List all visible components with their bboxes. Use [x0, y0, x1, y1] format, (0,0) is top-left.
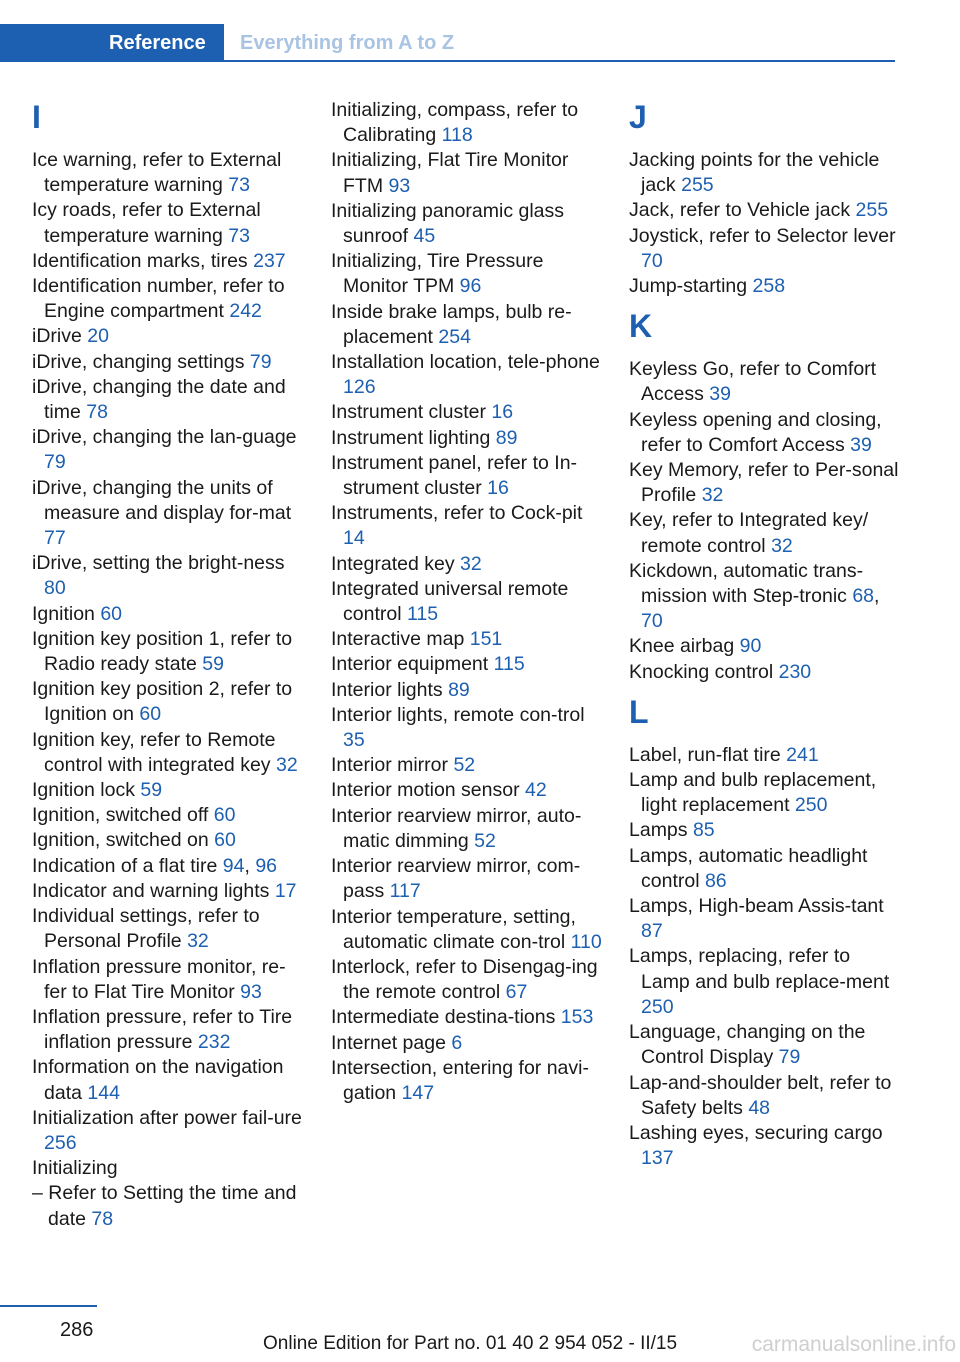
page-ref-link[interactable]: 241	[786, 743, 819, 766]
index-entry-text: Ignition lock	[32, 779, 135, 802]
index-entry-text: Inflation pressure monitor, re‐fer to Flat Tire Monitor	[32, 955, 286, 1003]
page-ref-link[interactable]: 117	[389, 880, 421, 903]
edition-note: Online Edition for Part no. 01 40 2 954 052 - II/15	[263, 1333, 678, 1354]
index-column-1	[32, 98, 307, 1232]
page-ref-link[interactable]: 60	[213, 804, 236, 827]
index-entry-text: Inside brake lamps, bulb re‐placement	[331, 300, 572, 348]
page-ref-link[interactable]: 32	[771, 534, 793, 557]
page-ref-link[interactable]: 32	[187, 930, 209, 953]
index-entry	[32, 198, 307, 248]
index-entry-text: Ignition key position 2, refer to Ignition on	[32, 678, 293, 726]
page-ref-link[interactable]: 39	[709, 383, 731, 406]
index-entry-text: – Refer to Setting the time and date	[32, 1182, 297, 1230]
page-ref-link[interactable]: 256	[44, 1131, 77, 1154]
index-entry	[629, 508, 904, 558]
page-ref-link[interactable]: 144	[87, 1081, 120, 1104]
index-entry-text: Jump-starting	[629, 275, 748, 298]
page-ref-link[interactable]: 96	[459, 275, 482, 298]
index-entry	[629, 274, 904, 299]
index-entry	[32, 350, 307, 375]
index-entry-text: iDrive, changing the lan‐guage	[32, 426, 297, 449]
page-ref-link[interactable]: 80	[44, 577, 66, 600]
page-ref-link[interactable]: 78	[86, 401, 108, 424]
page-ref-link[interactable]: 96	[255, 854, 278, 877]
page-ref-link[interactable]: 242	[229, 300, 262, 323]
index-entry-text: Interior rearview mirror, auto‐matic dimming	[331, 804, 582, 852]
index-entry-text: Ignition	[32, 602, 95, 625]
page-ref-link[interactable]: 93	[388, 174, 411, 197]
page-ref-link[interactable]: 250	[641, 995, 674, 1018]
index-entry	[32, 627, 307, 677]
index-entry	[331, 501, 606, 551]
index-letter-heading: I	[32, 99, 41, 135]
index-entry: Indication of a flat tire 94, 96	[32, 854, 278, 877]
page-ref-link[interactable]: 68	[852, 585, 875, 608]
index-entry-text: iDrive, changing settings	[32, 350, 245, 373]
index-letter-heading: J	[629, 99, 647, 135]
index-entry-text: Initializing, Flat Tire Monitor FTM	[331, 149, 569, 197]
index-entry	[331, 148, 606, 198]
index-entry	[32, 602, 307, 627]
index-entry-text: iDrive, changing the units of measure and display for‐mat	[32, 476, 292, 524]
index-entry-text: Kickdown, automatic trans‐mission with Step‐tronic	[629, 559, 864, 608]
index-entry	[32, 551, 307, 601]
page-ref-link[interactable]: 35	[343, 729, 365, 752]
page-ref-link[interactable]: 232	[197, 1031, 231, 1054]
index-entry-text: Instrument lighting	[331, 426, 491, 449]
page-ref-link[interactable]: 79	[249, 350, 272, 373]
index-entry-text: iDrive, setting the bright‐ness	[32, 552, 285, 575]
page-ref-link[interactable]: 52	[474, 829, 496, 852]
index-entry	[331, 552, 606, 577]
index-entry-text: Initializing panoramic glass sunroof	[331, 199, 565, 248]
index-entry-text: Ignition key position 1, refer to Radio ready state	[32, 627, 293, 676]
index-entry-text: Identification number, refer to Engine compartment	[32, 275, 285, 323]
index-entry-text: Keyless opening and closing, refer to Comfort Access	[629, 408, 882, 456]
index-entry	[629, 844, 904, 894]
index-entry	[331, 1056, 606, 1106]
index-entry-text: Jacking points for the vehicle jack	[629, 149, 880, 197]
index-entry	[32, 274, 307, 324]
index-column-3	[629, 98, 904, 1171]
page-ref-link[interactable]: 153	[560, 1006, 594, 1029]
index-entry	[629, 458, 904, 508]
index-entry	[331, 98, 606, 148]
page-ref-link[interactable]: 14	[343, 527, 365, 550]
index-entry	[331, 451, 606, 501]
index-entry-text: Internet page	[331, 1031, 446, 1054]
index-entry	[331, 678, 606, 703]
page-ref-link[interactable]: 67	[505, 981, 528, 1004]
index-entry-text: Installation location, tele‐phone	[331, 351, 600, 374]
page-ref-link[interactable]: 32	[275, 753, 298, 776]
index-entry-text: Icy roads, refer to External temperature warning	[32, 199, 261, 247]
page-ref-link[interactable]: 90	[739, 635, 762, 658]
page-ref-link[interactable]: 16	[491, 401, 514, 424]
index-entry-text: Interior equipment	[331, 653, 489, 676]
page-ref-link[interactable]: 115	[406, 603, 439, 626]
page-ref-link[interactable]: 60	[139, 703, 162, 726]
index-entry	[32, 904, 307, 954]
page-ref-link[interactable]: 32	[701, 484, 724, 507]
page-ref-link[interactable]: 94	[222, 854, 245, 877]
index-entry	[629, 224, 904, 274]
index-entry-text: iDrive	[32, 325, 82, 348]
index-entry-text: Initializing, Tire Pressure Monitor TPM	[331, 250, 544, 298]
page-ref-link[interactable]: 85	[692, 819, 715, 842]
chapter-title: Everything from A to Z	[240, 32, 455, 54]
index-entry	[629, 148, 904, 198]
index-entry-text: Jack, refer to Vehicle jack	[629, 199, 851, 222]
page-ref-link[interactable]: 110	[570, 930, 602, 953]
page-ref-link[interactable]: 93	[240, 980, 262, 1003]
index-letter-heading: L	[629, 693, 649, 730]
index-entry-text: Ice warning, refer to External temperature warning	[32, 149, 282, 197]
page-ref-link[interactable]: 89	[448, 678, 470, 701]
index-entry-text: Initializing	[32, 1157, 118, 1180]
page-ref-link[interactable]: 237	[253, 249, 286, 272]
index-entry-text: Knocking control	[629, 660, 774, 683]
page-ref-link[interactable]: 89	[495, 426, 518, 449]
index-entry-text: Indication of a flat tire	[32, 854, 218, 877]
index-entry	[331, 249, 606, 299]
index-entry-text: Instruments, refer to Cock‐pit	[331, 502, 583, 525]
index-entry	[32, 1156, 307, 1181]
page-ref-link[interactable]: 86	[704, 869, 727, 892]
index-entry-text: Lap-and-shoulder belt, refer to Safety belts	[629, 1071, 892, 1119]
index-entry-text: Integrated key	[331, 552, 455, 575]
index-entry-text: Identification marks, tires	[32, 249, 248, 272]
index-entry-text: Interlock, refer to Disengag‐ing the remote control	[331, 955, 598, 1004]
page-ref-link[interactable]: 39	[850, 433, 872, 456]
page-ref-link[interactable]: 87	[641, 920, 663, 943]
index-entry-text: Individual settings, refer to Personal Profile	[32, 905, 260, 953]
page-ref-link[interactable]: 115	[493, 653, 525, 676]
index-letter-heading: K	[629, 308, 653, 345]
index-entry: Kickdown, automatic trans‐mission with Step‐tronic 68, 70	[629, 559, 880, 633]
index-entry-text: Ignition key, refer to Remote control with integrated key	[32, 728, 276, 776]
index-entry-text: Lamp and bulb replacement, light replacement	[629, 769, 877, 817]
index-entry-text: Knee airbag	[629, 635, 735, 658]
index-entry	[331, 400, 606, 425]
index-entry	[629, 198, 904, 223]
index-entry	[331, 627, 606, 652]
index-entry	[32, 677, 307, 727]
index-entry-text: Interior mirror	[331, 754, 449, 777]
index-entry	[32, 803, 307, 828]
footer-rule	[0, 1305, 97, 1307]
index-entry-text: Lashing eyes, securing cargo	[629, 1121, 883, 1144]
index-entry-text: Lamps, High-beam Assis‐tant	[629, 895, 884, 918]
index-entry	[32, 778, 307, 803]
page-ref-link[interactable]: 42	[525, 779, 547, 802]
page-ref-link[interactable]: 73	[228, 224, 250, 247]
page-ref-link[interactable]: 52	[453, 754, 476, 777]
index-entry	[629, 408, 904, 458]
index-entry-text: Interior lights, remote con‐trol	[331, 703, 585, 726]
index-column-2	[331, 98, 606, 1106]
index-entry	[629, 634, 904, 659]
page-ref-link[interactable]: 79	[44, 451, 66, 474]
index-entry-text: Lamps, replacing, refer to Lamp and bulb replace‐ment	[629, 945, 890, 993]
index-entry	[32, 879, 307, 904]
index-entry-text: iDrive, changing the date and time	[32, 375, 286, 424]
index-entry	[32, 828, 307, 853]
watermark: carmanualsonline.info	[751, 1333, 956, 1356]
page-ref-link[interactable]: 255	[855, 199, 889, 222]
index-entry-text: Joystick, refer to Selector lever	[629, 224, 896, 247]
index-entry-text: Lamps, automatic headlight control	[629, 844, 868, 892]
index-entry	[32, 1106, 307, 1156]
page-ref-link[interactable]: 118	[441, 124, 473, 147]
page-ref-link[interactable]: 70	[641, 249, 663, 272]
index-entry	[331, 778, 606, 803]
page-ref-link[interactable]: 45	[413, 225, 436, 248]
index-entry-text: Language, changing on the Control Display	[629, 1021, 866, 1069]
index-entry	[331, 1031, 606, 1056]
index-entry-text: Instrument cluster	[331, 401, 486, 424]
page-ref-link[interactable]: 70	[641, 610, 663, 633]
index-entry-text: Initializing, compass, refer to Calibrating	[331, 99, 579, 147]
index-entry	[629, 357, 904, 407]
index-entry	[32, 324, 307, 349]
page-ref-link[interactable]: 20	[87, 325, 109, 348]
index-entry-text: Interior motion sensor	[331, 779, 520, 802]
page-ref-link[interactable]: 77	[44, 527, 66, 550]
index-entry-text: Intersection, entering for navi‐gation	[331, 1056, 589, 1104]
page-ref-link[interactable]: 60	[214, 829, 236, 852]
index-entry-text: Key, refer to Integrated key/ remote control	[629, 509, 869, 557]
index-entry	[629, 1020, 904, 1070]
index-entry	[629, 768, 904, 818]
page-ref-link[interactable]: 126	[343, 376, 376, 399]
index-entry-text: Interior lights	[331, 678, 443, 701]
index-entry-text: Keyless Go, refer to Comfort Access	[629, 358, 877, 406]
index-entry-text: Interactive map	[331, 628, 465, 651]
index-entry	[629, 818, 904, 843]
page-ref-link[interactable]: 147	[401, 1081, 435, 1104]
index-entry-text: Label, run-flat tire	[629, 743, 781, 766]
index-entry	[629, 944, 904, 1020]
index-entry-text: Information on the navigation data	[32, 1056, 284, 1104]
index-entry	[629, 660, 904, 685]
page-ref-link[interactable]: 6	[451, 1031, 463, 1054]
index-entry-text: Interior temperature, setting, automatic climate con‐trol	[331, 905, 576, 953]
page-ref-link[interactable]: 250	[794, 794, 828, 817]
index-entry	[331, 955, 606, 1005]
index-entry	[32, 476, 307, 552]
index-entry	[331, 350, 606, 400]
index-entry	[331, 652, 606, 677]
index-entry	[32, 148, 307, 198]
page-ref-link[interactable]: 79	[778, 1046, 801, 1069]
index-entry	[32, 728, 307, 778]
index-entry-text: Inflation pressure, refer to Tire inflation pressure	[32, 1005, 293, 1054]
index-entry	[331, 300, 606, 350]
page-ref-link[interactable]: 254	[438, 325, 471, 348]
index-entry	[32, 1005, 307, 1055]
index-entry	[331, 426, 606, 451]
index-entry	[32, 249, 307, 274]
index-entry	[331, 905, 606, 955]
index-entry	[331, 577, 606, 627]
index-entry	[331, 753, 606, 778]
page-number: 286	[60, 1319, 94, 1341]
index-entry	[629, 1071, 904, 1121]
index-entry	[629, 743, 904, 768]
index-entry	[32, 425, 307, 475]
index-entry	[32, 955, 307, 1005]
page-ref-link[interactable]: 151	[469, 628, 503, 651]
page-header	[0, 24, 895, 62]
index-entry-text: Indicator and warning lights	[32, 879, 270, 902]
index-entry	[331, 804, 606, 854]
index-entry	[331, 854, 606, 904]
page-ref-link[interactable]: 137	[641, 1147, 674, 1170]
index-entry	[331, 1005, 606, 1030]
index-entry-text: Key Memory, refer to Per‐sonal Profile	[629, 459, 899, 507]
page-ref-link[interactable]: 16	[487, 477, 509, 500]
page-ref-link[interactable]: 255	[681, 174, 714, 197]
index-entry-text: Integrated universal remote control	[331, 577, 569, 626]
page-ref-link[interactable]: 60	[100, 602, 123, 625]
index-entry-text: Ignition, switched on	[32, 829, 209, 852]
index-entry-text: Initialization after power fail‐ure	[32, 1106, 302, 1129]
index-entry-text: Interior rearview mirror, com‐pass	[331, 855, 581, 903]
index-entry	[331, 703, 606, 753]
page-ref-link[interactable]: 17	[274, 879, 297, 902]
section-tab: Reference	[0, 24, 224, 62]
index-entry	[331, 199, 606, 249]
index-entry-text: Ignition, switched off	[32, 804, 209, 827]
page-ref-link[interactable]: 230	[778, 660, 812, 683]
page-ref-link[interactable]: 59	[202, 653, 224, 676]
index-entry	[629, 1121, 904, 1171]
page-ref-link[interactable]: 32	[460, 552, 482, 575]
index-entry	[32, 1055, 307, 1105]
page-ref-link[interactable]: 48	[748, 1096, 771, 1119]
page-ref-link[interactable]: 78	[91, 1207, 114, 1230]
index-entry	[32, 375, 307, 425]
page-ref-link[interactable]: 258	[752, 275, 786, 298]
page-ref-link[interactable]: 59	[140, 779, 163, 802]
page-ref-link[interactable]: 73	[228, 174, 250, 197]
index-entry	[629, 894, 904, 944]
index-subentry	[32, 1181, 307, 1231]
index-entry-text: Lamps	[629, 819, 688, 842]
index-entry-text: Intermediate destina‐tions	[331, 1006, 556, 1029]
index-entry-text: Instrument panel, refer to In‐strument cluster	[331, 451, 578, 500]
